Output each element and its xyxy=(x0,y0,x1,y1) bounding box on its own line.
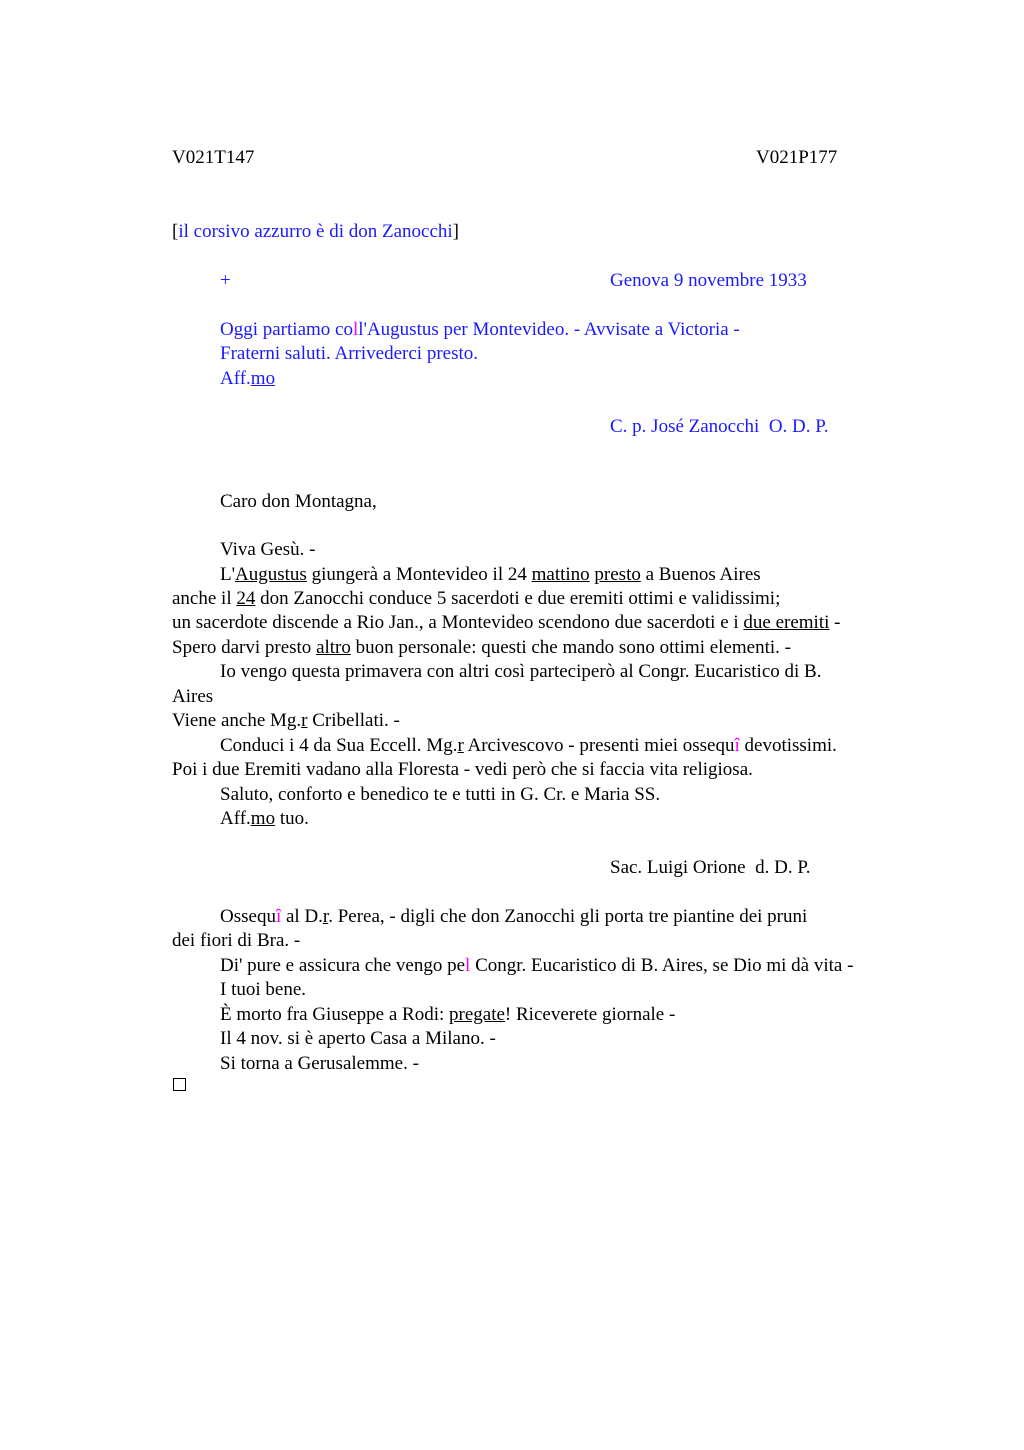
header-left-code: V021T147 xyxy=(172,147,255,168)
postscript-line-2: dei fiori di Bra. - xyxy=(172,930,301,951)
letter-line-10: Poi i due Eremiti vadano alla Floresta - vedi però che si faccia vita religiosa. xyxy=(172,759,753,780)
letter-greeting: Caro don Montagna, xyxy=(220,491,377,512)
letter-line-12: Aff.mo tuo. xyxy=(220,808,309,829)
letter-line-3: anche il 24 don Zanocchi conduce 5 sacerdoti e due eremiti ottimi e validissimi; xyxy=(172,588,781,609)
letter-line-4: un sacerdote discende a Rio Jan., a Montevideo scendono due sacerdoti e i due eremiti - xyxy=(172,612,841,633)
editorial-note xyxy=(172,220,459,244)
note-bracket-open: [ xyxy=(172,221,179,242)
postscript-line-7: Si torna a Gerusalemme. - xyxy=(220,1053,419,1074)
postscript-line-1: Ossequî al D.r. Perea, - digli che don Zanocchi gli porta tre piantine dei pruni xyxy=(220,906,808,927)
zanocchi-line-1: Oggi partiamo coll'Augustus per Montevideo. - Avvisate a Victoria - xyxy=(220,319,740,340)
postscript-line-3: Di' pure e assicura che vengo pel Congr. Eucaristico di B. Aires, se Dio mi dà vita - xyxy=(220,955,854,976)
cross-mark: + xyxy=(220,270,231,291)
letter-line-5: Spero darvi presto altro buon personale: questi che mando sono ottimi elementi. - xyxy=(172,637,791,658)
zanocchi-closing: Aff.mo xyxy=(220,368,276,389)
zanocchi-place-date: Genova 9 novembre 1933 xyxy=(610,270,807,291)
letter-line-6: Io vengo questa primavera con altri così parteciperò al Congr. Eucaristico di B. xyxy=(220,661,822,682)
letter-line-8: Viene anche Mg.r Cribellati. - xyxy=(172,710,400,731)
letter-line-1: Viva Gesù. - xyxy=(220,539,316,560)
note-bracket-close: ] xyxy=(452,221,459,242)
end-box-icon xyxy=(173,1078,186,1091)
letter-line-2: L'Augustus giungerà a Montevideo il 24 mattino presto a Buenos Aires xyxy=(220,564,761,585)
zanocchi-signature: C. p. José Zanocchi O. D. P. xyxy=(610,416,829,437)
note-text: il corsivo azzurro è di don Zanocchi xyxy=(178,221,453,242)
postscript-line-5: È morto fra Giuseppe a Rodi: pregate! Riceverete giornale - xyxy=(220,1004,676,1025)
letter-line-7: Aires xyxy=(172,686,214,707)
postscript-line-4: I tuoi bene. xyxy=(220,979,307,1000)
header-right-code: V021P177 xyxy=(756,147,838,168)
zanocchi-line-2: Fraterni saluti. Arrivederci presto. xyxy=(220,343,479,364)
letter-line-9: Conduci i 4 da Sua Eccell. Mg.r Arcivescovo - presenti miei ossequî devotissimi. xyxy=(220,735,837,756)
postscript-line-6: Il 4 nov. si è aperto Casa a Milano. - xyxy=(220,1028,496,1049)
letter-signature: Sac. Luigi Orione d. D. P. xyxy=(610,857,811,878)
letter-line-11: Saluto, conforto e benedico te e tutti in G. Cr. e Maria SS. xyxy=(220,784,661,805)
